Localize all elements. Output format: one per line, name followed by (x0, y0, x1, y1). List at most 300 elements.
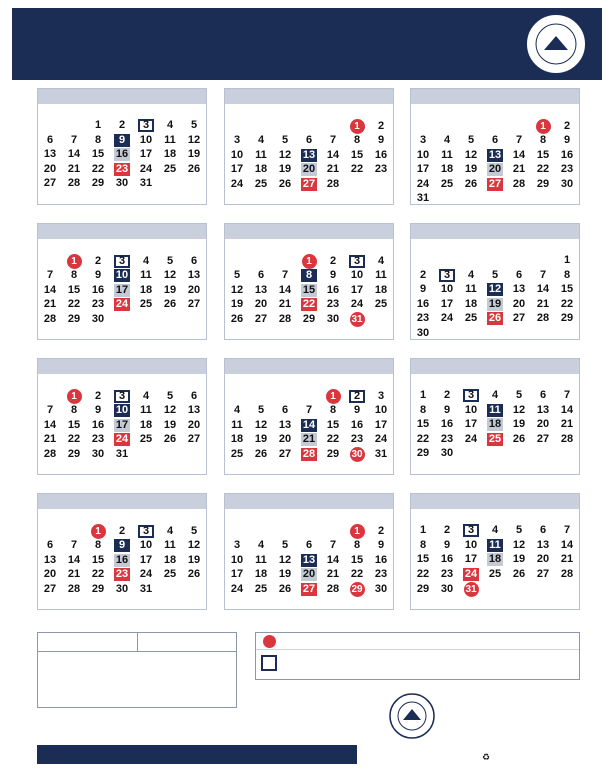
calendar-day: 21 (43, 298, 57, 311)
calendar-day: 27 (278, 448, 292, 460)
weekday-label (411, 509, 435, 524)
calendar-day: 22 (350, 163, 364, 176)
calendar-day: 21 (560, 418, 574, 431)
calendar-day: 3 (138, 525, 154, 538)
weekday-label (555, 374, 579, 389)
calendar-day: 13 (536, 403, 550, 416)
weekday-label (158, 509, 182, 524)
calendar-day: 5 (281, 539, 289, 552)
recycled-note (482, 752, 490, 763)
month-calendar (37, 88, 207, 205)
calendar-day: 10 (416, 148, 430, 161)
calendar-day: 14 (560, 538, 574, 551)
calendar-day: 17 (230, 163, 244, 176)
weekday-label (555, 239, 579, 254)
calendar-day: 3 (114, 390, 130, 403)
calendar-day: 17 (115, 418, 129, 431)
calendar-day: 2 (349, 390, 365, 403)
calendar-day: 13 (43, 553, 57, 566)
calendar-day: 25 (488, 567, 502, 580)
calendar-day: 1 (419, 524, 427, 537)
calendar-day: 31 (115, 447, 129, 460)
calendar-day: 30 (416, 326, 430, 339)
weekday-label (273, 239, 297, 254)
calendar-day: 28 (536, 312, 550, 325)
calendar-day: 4 (377, 254, 385, 267)
calendar-day: 5 (281, 134, 289, 147)
calendar-day: 24 (350, 298, 364, 311)
calendar-day: 10 (440, 283, 454, 296)
calendar-day: 12 (488, 283, 502, 296)
calendar-day: 8 (301, 269, 317, 282)
calendar-day: 19 (187, 148, 201, 161)
weekday-label (297, 239, 321, 254)
calendar-day: 15 (326, 418, 340, 431)
calendar-day: 7 (329, 539, 337, 552)
calendar-day: 13 (187, 269, 201, 282)
calendar-day: 25 (374, 298, 388, 311)
calendar-day: 27 (254, 313, 268, 325)
calendar-day: 18 (464, 297, 478, 310)
calendar-day: 26 (464, 177, 478, 190)
calendar-day: 10 (115, 269, 129, 282)
calendar-day: 4 (257, 539, 265, 552)
calendar-day: 27 (302, 583, 316, 595)
calendar-day: 23 (374, 568, 388, 581)
weekday-label (62, 509, 86, 524)
weekday-label (86, 239, 110, 254)
calendar-day: 9 (114, 134, 130, 147)
calendar-day: 8 (94, 539, 102, 552)
calendar-day: 9 (114, 539, 130, 552)
calendar-day: 4 (257, 134, 265, 147)
calendar-day: 1 (94, 119, 102, 132)
box-outline-icon (261, 655, 277, 671)
weekday-label (134, 239, 158, 254)
calendar-day: 27 (488, 177, 502, 190)
calendar-day: 22 (416, 432, 430, 445)
calendar-day: 11 (140, 269, 152, 282)
calendar-day: 13 (536, 538, 550, 551)
weekday-label (297, 374, 321, 389)
month-calendar (410, 223, 580, 340)
calendar-day: 16 (374, 148, 388, 161)
calendar-day: 8 (419, 538, 427, 551)
month-title (411, 224, 579, 239)
calendar-day: 4 (166, 119, 174, 132)
calendar-day: 16 (91, 418, 105, 431)
calendar-day: 2 (94, 389, 102, 402)
calendar-day: 3 (114, 255, 130, 268)
month-calendar (410, 88, 580, 205)
calendar-day: 13 (302, 148, 316, 161)
calendar-day: 19 (254, 433, 268, 446)
calendar-day: 11 (375, 269, 387, 282)
calendar-day: 6 (190, 254, 198, 267)
calendar-day: 28 (302, 448, 316, 460)
calendar-day: 24 (115, 433, 129, 446)
calendar-day: 18 (488, 418, 502, 431)
calendar-day: 23 (440, 567, 454, 580)
calendar-day: 4 (443, 134, 451, 147)
weekday-label (182, 374, 206, 389)
calendar-day: 2 (377, 524, 385, 537)
calendar-day: 12 (464, 148, 478, 161)
calendar-day: 11 (465, 283, 477, 296)
calendar-day: 4 (142, 254, 150, 267)
weekday-label (225, 374, 249, 389)
weekday-label (273, 509, 297, 524)
calendar-day: 30 (440, 447, 454, 460)
calendar-day: 30 (326, 313, 340, 325)
calendar-day: 24 (464, 567, 478, 580)
weekday-label (249, 509, 273, 524)
calendar-day: 1 (302, 254, 317, 269)
calendar-day: 20 (302, 568, 316, 581)
calendar-day: 8 (70, 404, 78, 417)
calendar-day: 28 (43, 312, 57, 325)
calendar-day: 31 (465, 583, 477, 595)
calendar-day: 8 (563, 268, 571, 281)
calendar-day: 5 (467, 134, 475, 147)
calendar-day: 23 (91, 433, 105, 446)
calendar-day: 26 (512, 567, 526, 580)
weekday-label (38, 374, 62, 389)
weekday-label (369, 374, 393, 389)
ssa-seal-small-icon (388, 692, 436, 740)
month-title (225, 89, 393, 104)
calendar-day: 18 (163, 553, 177, 566)
calendar-day: 20 (536, 553, 550, 566)
calendar-day: 15 (350, 553, 364, 566)
calendar-day: 11 (231, 418, 243, 431)
calendar-day: 7 (563, 389, 571, 402)
calendar-day: 21 (326, 568, 340, 581)
weekday-label (531, 509, 555, 524)
calendar-day: 7 (563, 524, 571, 537)
calendar-day: 10 (464, 538, 478, 551)
calendar-day: 8 (353, 134, 361, 147)
weekday-label (38, 104, 62, 119)
calendar-day: 25 (163, 568, 177, 581)
calendar-day: 22 (416, 567, 430, 580)
calendar-day: 29 (351, 584, 363, 595)
calendar-day: 24 (440, 312, 454, 325)
calendar-day: 9 (377, 539, 385, 552)
weekday-label (110, 239, 134, 254)
weekday-label (38, 509, 62, 524)
calendar-day: 28 (326, 583, 340, 595)
weekday-label (249, 104, 273, 119)
weekday-label (62, 104, 86, 119)
calendar-day: 29 (91, 177, 105, 190)
calendar-day: 17 (374, 418, 388, 431)
calendar-day: 6 (257, 269, 265, 282)
weekday-label (345, 509, 369, 524)
calendar-day: 19 (464, 163, 478, 176)
calendar-day: 26 (254, 448, 268, 460)
calendar-day: 17 (139, 148, 153, 161)
calendar-day: 14 (302, 418, 316, 431)
weekday-label (321, 374, 345, 389)
calendar-day: 23 (440, 432, 454, 445)
calendar-day: 16 (440, 553, 454, 566)
weekday-label (507, 239, 531, 254)
calendar-day: 7 (329, 134, 337, 147)
calendar-day: 28 (560, 432, 574, 445)
calendar-day: 10 (139, 539, 153, 552)
calendar-day: 16 (416, 297, 430, 310)
calendar-day: 13 (488, 148, 502, 161)
weekday-label (297, 509, 321, 524)
weekday-label (62, 239, 86, 254)
calendar-day: 8 (353, 539, 361, 552)
calendar-day: 12 (187, 539, 201, 552)
calendar-day: 3 (439, 269, 455, 282)
calendar-day: 21 (512, 163, 526, 176)
calendar-day: 18 (374, 283, 388, 296)
legend-header-paid (38, 633, 137, 651)
weekday-label (435, 509, 459, 524)
calendar-day: 30 (91, 312, 105, 325)
calendar-day: 20 (488, 163, 502, 176)
weekday-label (134, 374, 158, 389)
calendar-day: 11 (164, 539, 176, 552)
calendar-day: 20 (43, 162, 57, 175)
month-title (411, 89, 579, 104)
calendar-day: 14 (67, 148, 81, 161)
calendar-day: 18 (163, 148, 177, 161)
calendar-day: 30 (115, 582, 129, 595)
calendar-day: 28 (43, 447, 57, 460)
calendar-day: 24 (139, 162, 153, 175)
legend-ssi (256, 633, 579, 649)
calendar-day: 22 (560, 297, 574, 310)
calendar-day: 2 (118, 119, 126, 132)
calendar-day: 29 (416, 582, 430, 595)
calendar-day: 26 (163, 298, 177, 311)
calendar-day: 3 (377, 389, 385, 402)
calendar-day: 31 (416, 192, 430, 205)
calendar-day: 23 (350, 433, 364, 446)
weekday-label (158, 374, 182, 389)
calendar-day: 21 (326, 163, 340, 176)
calendar-day: 5 (190, 119, 198, 132)
calendar-day: 26 (278, 583, 292, 595)
calendar-day: 14 (560, 403, 574, 416)
calendar-day: 24 (115, 298, 129, 311)
weekday-label (86, 509, 110, 524)
calendar-day: 31 (139, 177, 153, 190)
calendar-day: 30 (351, 449, 363, 460)
calendar-day: 12 (512, 403, 526, 416)
calendar-day: 23 (374, 163, 388, 176)
calendar-day: 8 (329, 404, 337, 417)
calendar-day: 7 (46, 404, 54, 417)
calendar-day: 15 (91, 148, 105, 161)
calendar-day: 3 (233, 134, 241, 147)
calendar-day: 30 (374, 583, 388, 595)
weekday-label (411, 239, 435, 254)
calendar-day: 9 (94, 404, 102, 417)
calendar-day: 9 (329, 269, 337, 282)
calendar-day: 7 (70, 133, 78, 146)
calendar-grid (37, 88, 580, 610)
calendar-day: 8 (94, 133, 102, 146)
symbol-legend (255, 632, 580, 680)
weekday-label (459, 509, 483, 524)
calendar-day: 18 (230, 433, 244, 446)
website-link[interactable] (37, 745, 357, 764)
calendar-day: 22 (326, 433, 340, 446)
calendar-day: 17 (464, 553, 478, 566)
calendar-day: 5 (190, 524, 198, 537)
calendar-day: 3 (233, 539, 241, 552)
weekday-label (507, 104, 531, 119)
calendar-day: 21 (43, 433, 57, 446)
month-calendar (224, 88, 394, 205)
calendar-day: 26 (230, 313, 244, 325)
calendar-day: 24 (464, 432, 478, 445)
calendar-day: 2 (563, 119, 571, 132)
calendar-day: 12 (163, 404, 177, 417)
calendar-day: 13 (254, 283, 268, 296)
calendar-day: 27 (512, 312, 526, 325)
calendar-day: 15 (350, 148, 364, 161)
calendar-day: 17 (440, 297, 454, 310)
month-calendar (410, 493, 580, 610)
calendar-day: 23 (326, 298, 340, 311)
calendar-day: 24 (230, 583, 244, 595)
calendar-day: 13 (278, 418, 292, 431)
month-calendar (224, 358, 394, 475)
calendar-day: 19 (163, 283, 177, 296)
calendar-day: 19 (187, 553, 201, 566)
calendar-day: 29 (560, 312, 574, 325)
calendar-day: 21 (302, 433, 316, 446)
calendar-day: 28 (560, 567, 574, 580)
calendar-day: 7 (281, 269, 289, 282)
header-banner (12, 8, 602, 80)
calendar-day: 16 (115, 553, 129, 566)
calendar-day: 10 (374, 404, 388, 417)
calendar-day: 27 (302, 177, 316, 190)
calendar-day: 1 (419, 389, 427, 402)
ssa-info (388, 690, 608, 750)
calendar-day: 1 (326, 389, 341, 404)
calendar-day: 20 (512, 297, 526, 310)
weekday-label (110, 374, 134, 389)
calendar-day: 17 (139, 553, 153, 566)
calendar-day: 31 (351, 314, 363, 325)
calendar-day: 19 (278, 568, 292, 581)
calendar-day: 24 (230, 177, 244, 190)
weekday-label (483, 239, 507, 254)
calendar-day: 8 (70, 269, 78, 282)
calendar-day: 11 (255, 553, 267, 566)
calendar-day: 26 (278, 177, 292, 190)
calendar-day: 20 (187, 283, 201, 296)
calendar-day: 24 (139, 568, 153, 581)
calendar-day: 14 (278, 283, 292, 296)
month-title (411, 494, 579, 509)
calendar-day: 10 (350, 269, 364, 282)
calendar-day: 8 (419, 403, 427, 416)
calendar-day: 19 (163, 418, 177, 431)
legend-header-birth (137, 633, 236, 651)
calendar-day: 20 (43, 568, 57, 581)
calendar-day: 12 (278, 148, 292, 161)
weekday-label (483, 104, 507, 119)
calendar-day: 29 (536, 177, 550, 190)
weekday-label (369, 509, 393, 524)
weekday-label (345, 104, 369, 119)
calendar-day: 29 (302, 313, 316, 325)
weekday-label (321, 104, 345, 119)
calendar-day: 20 (536, 418, 550, 431)
calendar-day: 12 (230, 283, 244, 296)
calendar-day: 25 (139, 433, 153, 446)
calendar-day: 22 (91, 568, 105, 581)
calendar-day: 22 (67, 433, 81, 446)
calendar-day: 14 (43, 418, 57, 431)
calendar-day: 9 (419, 283, 427, 296)
calendar-day: 6 (46, 133, 54, 146)
calendar-day: 14 (326, 148, 340, 161)
calendar-day: 1 (536, 119, 551, 134)
calendar-day: 23 (91, 298, 105, 311)
calendar-day: 6 (305, 539, 313, 552)
calendar-day: 25 (163, 162, 177, 175)
calendar-day: 22 (536, 163, 550, 176)
calendar-day: 4 (142, 389, 150, 402)
weekday-label (459, 104, 483, 119)
calendar-day: 28 (326, 177, 340, 190)
calendar-day: 4 (233, 404, 241, 417)
month-title (38, 89, 206, 104)
calendar-day: 16 (350, 418, 364, 431)
month-calendar (410, 358, 580, 475)
calendar-day: 26 (163, 433, 177, 446)
calendar-day: 5 (166, 389, 174, 402)
calendar-day: 23 (115, 568, 129, 581)
month-calendar (37, 493, 207, 610)
calendar-day: 30 (115, 177, 129, 190)
calendar-day: 2 (419, 268, 427, 281)
calendar-day: 11 (164, 133, 176, 146)
calendar-day: 3 (419, 134, 427, 147)
calendar-day: 25 (254, 177, 268, 190)
weekday-label (369, 104, 393, 119)
calendar-day: 15 (302, 283, 316, 296)
calendar-day: 16 (374, 553, 388, 566)
calendar-day: 10 (115, 404, 129, 417)
calendar-day: 1 (91, 524, 106, 539)
calendar-day: 25 (440, 177, 454, 190)
weekday-label (110, 104, 134, 119)
calendar-day: 27 (536, 432, 550, 445)
calendar-day: 18 (139, 283, 153, 296)
calendar-day: 28 (67, 177, 81, 190)
weekday-label (483, 374, 507, 389)
calendar-day: 15 (67, 283, 81, 296)
calendar-day: 26 (187, 568, 201, 581)
month-calendar (224, 223, 394, 340)
calendar-day: 24 (374, 433, 388, 446)
calendar-day: 1 (350, 524, 365, 539)
calendar-day: 25 (488, 432, 502, 445)
calendar-day: 21 (67, 568, 81, 581)
